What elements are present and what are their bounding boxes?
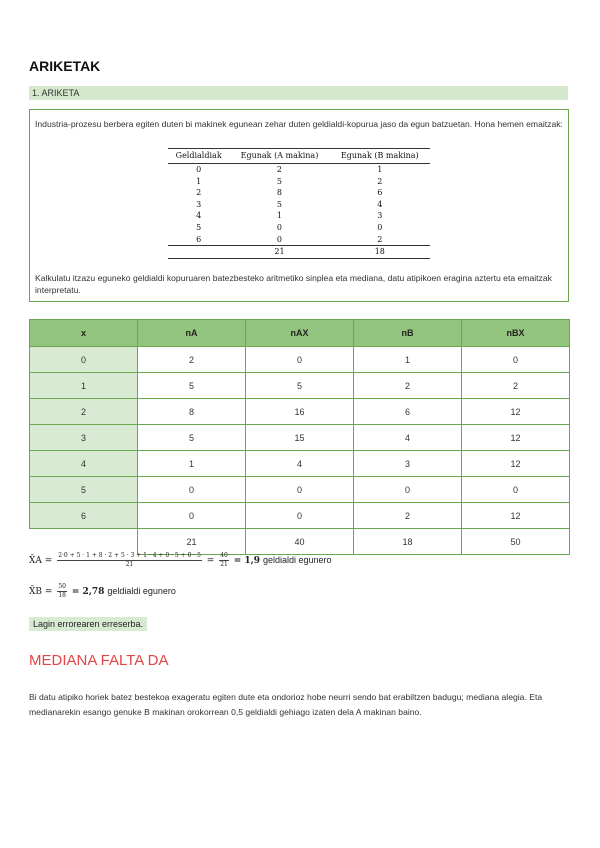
frequency-table: [29, 319, 570, 555]
mean-b-numerator: 50: [58, 583, 66, 590]
table-header-row: [30, 320, 570, 347]
section-heading: 1. ARIKETA: [29, 86, 568, 100]
interpretation-paragraph: Bi datu atipiko horiek batez bestekoa exageratu egiten dute eta ondorioz hobe neurri sendo bat erabiltzen badugu; mediana alegia. Eta medianarekin esango genuke B makinan orokorrean 0,5 geldialdi gehiago izaten dela A makinan baino.: [29, 692, 543, 717]
source-table-cell: 1: [196, 176, 202, 186]
sample-error-note: Lagin errorearen erreserba.: [29, 617, 147, 631]
table-cell: 1: [354, 347, 462, 373]
table-cell: 3: [354, 451, 462, 477]
source-table-cell: 5: [276, 199, 283, 209]
source-table-total-cell: 18: [330, 246, 430, 259]
mean-a-fraction-2-num: 40: [220, 552, 228, 559]
total-cell: 21: [138, 529, 246, 555]
x-value-cell: 5: [30, 477, 138, 503]
header-nbx: nBX: [462, 320, 570, 347]
source-table-cell: 5: [196, 222, 202, 232]
exercise-question: Kalkulatu itzazu eguneko geldialdi kopuruaren batezbesteko aritmetiko sinplea eta mediana, datu atipikoen eragina aztertu eta emaitzak interpretatu.: [35, 273, 552, 295]
mean-b-denominator: 18: [58, 592, 66, 599]
exercise-statement-box: [29, 109, 569, 302]
mean-b-unit: geldialdi egunero: [107, 586, 176, 596]
source-table-cell: 6: [377, 188, 383, 198]
source-frequency-table: [168, 148, 430, 259]
source-table-cell: 2: [196, 188, 202, 198]
table-cell: 0: [462, 347, 570, 373]
table-row: [30, 373, 570, 399]
source-table-cell: 4: [377, 199, 383, 209]
source-table-cell: 2: [377, 234, 383, 244]
table-row: [30, 503, 570, 529]
table-cell: 0: [138, 503, 246, 529]
table-cell: 12: [462, 451, 570, 477]
table-cell: 12: [462, 503, 570, 529]
table-cell: 5: [138, 425, 246, 451]
source-table-cell: 1: [276, 211, 283, 221]
table-row: [30, 399, 570, 425]
source-table-cell: 0: [276, 222, 283, 232]
table-row: [30, 451, 570, 477]
mean-b-formula: [29, 583, 176, 600]
source-table-cell: 5: [276, 176, 283, 186]
total-cell: 50: [462, 529, 570, 555]
table-cell: 8: [138, 399, 246, 425]
table-cell: 2: [354, 373, 462, 399]
source-header-cell: Egunak (A makina): [229, 149, 329, 164]
total-cell: 18: [354, 529, 462, 555]
table-cell: 6: [354, 399, 462, 425]
source-table-total-cell: 21: [229, 246, 329, 259]
source-table-cell: 2: [276, 165, 283, 174]
x-value-cell: 2: [30, 399, 138, 425]
source-table-cell: 1: [377, 165, 383, 174]
exercise-intro: Industria-prozesu berbera egiten duten bi makinek egunean zehar duten geldialdi-kopurua jaso da egun batzuetan. Hona hemen emaitzak:: [35, 119, 563, 129]
mean-a-fraction-2: [219, 552, 229, 569]
x-value-cell: 4: [30, 451, 138, 477]
source-table-row: [168, 164, 430, 176]
table-cell: 2: [462, 373, 570, 399]
table-row: [30, 425, 570, 451]
table-cell: 16: [246, 399, 354, 425]
mean-a-numerator: 2·0 + 5 · 1 + 8 · 2 + 5 · 3 + 1 · 4 + 0 · 5 + 0 · 5: [58, 552, 201, 559]
source-table-body: [168, 164, 430, 259]
table-cell: 12: [462, 425, 570, 451]
table-cell: 15: [246, 425, 354, 451]
mean-b-fraction: [57, 583, 67, 600]
median-missing-heading: MEDIANA FALTA DA: [29, 652, 169, 669]
source-table-row: [168, 187, 430, 199]
mean-a-result: = 1,9: [233, 556, 261, 566]
table-body: [30, 347, 570, 555]
source-table-cell: 4: [196, 211, 202, 221]
mean-a-fraction: [57, 552, 202, 569]
mean-b-label: X̄B =: [29, 587, 53, 597]
totals-row: [30, 529, 570, 555]
table-cell: 2: [138, 347, 246, 373]
mean-b-result: = 2,78: [71, 587, 105, 597]
table-cell: 4: [354, 425, 462, 451]
header-na: nA: [138, 320, 246, 347]
x-value-cell: 1: [30, 373, 138, 399]
source-table-total-cell: [168, 246, 229, 259]
table-row: [30, 477, 570, 503]
page-title: ARIKETAK: [29, 58, 101, 74]
x-value-cell: 6: [30, 503, 138, 529]
source-table-cell: 0: [196, 165, 202, 174]
mean-a-label: X̄A =: [29, 556, 53, 566]
total-cell: 40: [246, 529, 354, 555]
table-cell: 0: [354, 477, 462, 503]
table-cell: 5: [138, 373, 246, 399]
mean-a-fraction-2-den: 21: [220, 561, 228, 568]
source-table-cell: 8: [276, 188, 283, 198]
header-nb: nB: [354, 320, 462, 347]
source-header-cell: Geldialdiak: [168, 149, 229, 164]
source-table-total-row: [168, 246, 430, 259]
mean-a-formula: [29, 552, 332, 569]
mean-a-denominator: 21: [125, 561, 134, 568]
source-table-cell: 2: [377, 176, 383, 186]
source-table-cell: 6: [196, 234, 202, 244]
mean-a-unit: geldialdi egunero: [262, 555, 332, 565]
source-header-cell: Egunak (B makina): [330, 149, 430, 164]
source-table-cell: 0: [276, 234, 283, 244]
source-table-row: [168, 234, 430, 246]
source-table-cell: 0: [377, 222, 383, 232]
table-cell: 4: [246, 451, 354, 477]
source-table-header-row: [168, 149, 430, 164]
header-x: x: [30, 320, 138, 347]
source-table-row: [168, 199, 430, 211]
table-cell: 0: [246, 347, 354, 373]
table-cell: 0: [138, 477, 246, 503]
source-table-row: [168, 222, 430, 234]
table-cell: 2: [354, 503, 462, 529]
table-cell: 0: [246, 503, 354, 529]
source-table-row: [168, 210, 430, 222]
x-value-cell: 0: [30, 347, 138, 373]
source-table-cell: 3: [377, 211, 383, 221]
source-table-cell: 3: [196, 199, 202, 209]
source-table-row: [168, 176, 430, 188]
mean-a-equals: =: [206, 556, 215, 566]
header-nax: nAX: [246, 320, 354, 347]
table-cell: 0: [246, 477, 354, 503]
table-cell: 12: [462, 399, 570, 425]
table-cell: 5: [246, 373, 354, 399]
totals-blank-cell: [30, 529, 138, 555]
table-row: [30, 347, 570, 373]
table-cell: 0: [462, 477, 570, 503]
x-value-cell: 3: [30, 425, 138, 451]
table-cell: 1: [138, 451, 246, 477]
